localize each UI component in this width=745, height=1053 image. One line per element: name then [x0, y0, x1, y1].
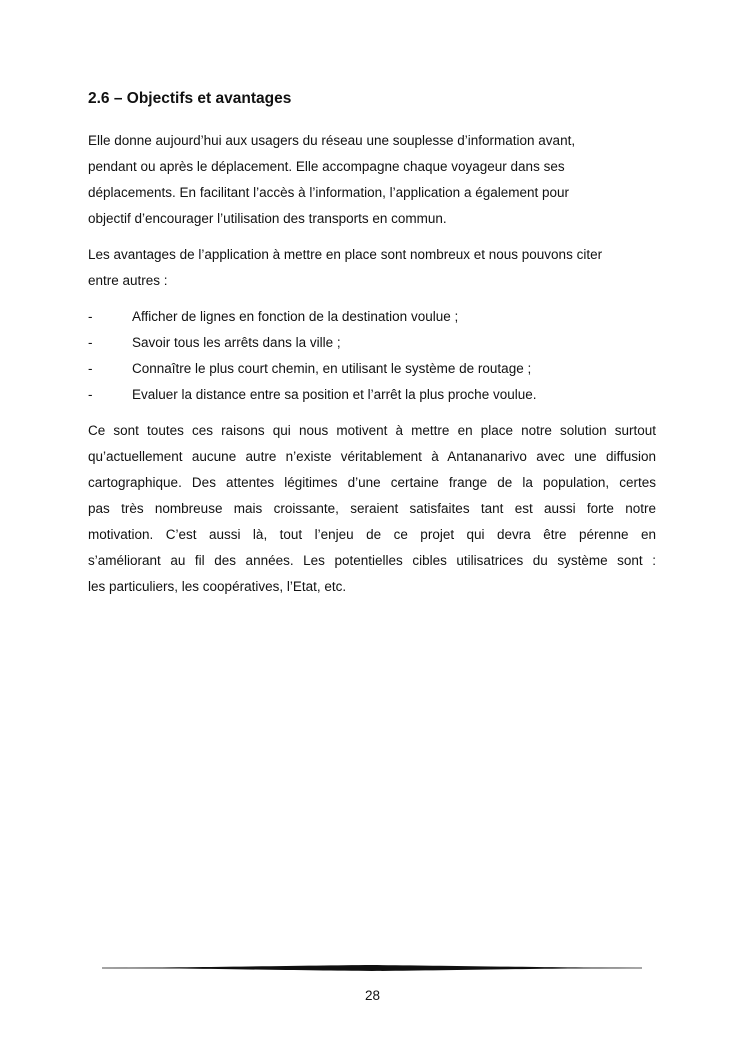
conclusion-line: qu’actuellement aucune autre n’existe véritablement à Antananarivo avec une diffusion [88, 449, 656, 464]
conclusion-line: les particuliers, les coopératives, l’Etat, etc. [88, 579, 347, 594]
conclusion-paragraph [88, 418, 656, 600]
bullet-dash: - [88, 335, 93, 350]
intro-paragraph [88, 128, 656, 232]
list-item-text: Connaître le plus court chemin, en utilisant le système de routage ; [132, 361, 532, 376]
advantages-intro-paragraph [88, 242, 656, 294]
bullet-dash: - [88, 361, 93, 376]
bullet-dash: - [88, 387, 93, 402]
intro-line: déplacements. En facilitant l’accès à l’information, l’application a également pour [88, 185, 570, 200]
list-item-text: Afficher de lignes en fonction de la destination voulue ; [132, 309, 459, 324]
footer-divider [102, 963, 642, 973]
intro-line: Elle donne aujourd’hui aux usagers du réseau une souplesse d’information avant, [88, 133, 576, 148]
list-item-text: Savoir tous les arrêts dans la ville ; [132, 335, 341, 350]
conclusion-line: s’améliorant au fil des années. Les potentielles cibles utilisatrices du système sont : [88, 553, 656, 568]
conclusion-line: motivation. C’est aussi là, tout l’enjeu de ce projet qui devra être pérenne en [88, 527, 656, 542]
conclusion-line: pas très nombreuse mais croissante, seraient satisfaites tant est aussi forte notre [88, 501, 656, 516]
advantages-intro-line: entre autres : [88, 273, 168, 288]
page-content [88, 86, 656, 610]
conclusion-line: Ce sont toutes ces raisons qui nous motivent à mettre en place notre solution surtout [88, 423, 656, 438]
intro-line: objectif d’encourager l’utilisation des transports en commun. [88, 211, 447, 226]
list-item [88, 330, 656, 356]
advantages-list [88, 304, 656, 408]
section-heading: 2.6 – Objectifs et avantages [88, 90, 292, 107]
list-item-text: Evaluer la distance entre sa position et l’arrêt la plus proche voulue. [132, 387, 537, 402]
list-item [88, 382, 656, 408]
page-number: 28 [364, 988, 381, 1003]
bullet-dash: - [88, 309, 93, 324]
advantages-intro-line: Les avantages de l’application à mettre en place sont nombreux et nous pouvons citer [88, 247, 603, 262]
conclusion-line: cartographique. Des attentes légitimes d’une certaine frange de la population, certes [88, 475, 656, 490]
intro-line: pendant ou après le déplacement. Elle accompagne chaque voyageur dans ses [88, 159, 565, 174]
list-item [88, 304, 656, 330]
list-item [88, 356, 656, 382]
